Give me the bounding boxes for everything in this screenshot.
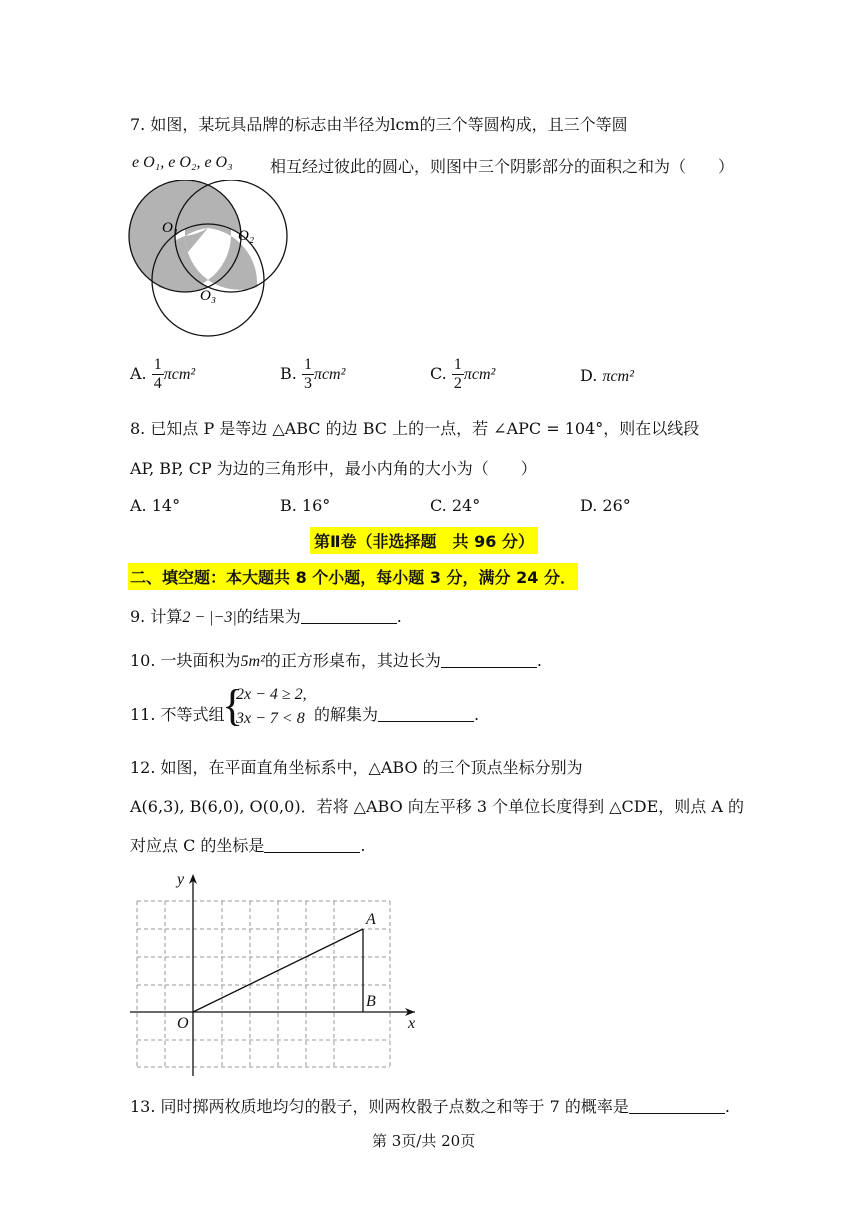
q7-option-b: B. $\frac{1}{3}$ πcm² (280, 356, 346, 392)
q7-line2: 相互经过彼此的圆心，则图中三个阴影部分的面积之和为（ ） (270, 157, 735, 176)
q8-option-d: D. 26° (580, 496, 631, 515)
q7-option-c: C. $\frac{1}{2}$ πcm² (430, 356, 496, 392)
page-footer: 第 3页/共 20页 (372, 1132, 476, 1150)
q7-line1: 7. 如图，某玩具品牌的标志由半径为lcm的三个等圆构成，且三个等圆 (130, 115, 628, 134)
q7-option-d: D. πcm² (580, 366, 634, 385)
section2-title: 第Ⅱ卷（非选择题 共 96 分） (310, 527, 538, 554)
point-a-label: A (366, 911, 376, 928)
q7-option-a: A. $\frac{1}{4}$ πcm² (130, 356, 196, 392)
label-o2: O₂ (238, 228, 255, 244)
q12-line1: 12. 如图，在平面直角坐标系中，△ABO 的三个顶点坐标分别为 (130, 758, 583, 777)
q12-line2: A(6,3), B(6,0), O(0,0)．若将 △ABO 向左平移 3 个单位长度得到 △CDE，则点 A 的 (130, 797, 744, 816)
answer-blank (301, 609, 397, 624)
q7-circles: e O₁, e O₂, e O₃ (132, 154, 233, 171)
q8-option-c: C. 24° (430, 496, 481, 515)
q8-line1: 8. 已知点 P 是等边 △ABC 的边 BC 上的一点，若 ∠APC = 104°，则在以线段 (130, 419, 700, 438)
origin-label: O (177, 1015, 189, 1032)
answer-blank (629, 1099, 725, 1114)
answer-blank (264, 838, 360, 853)
point-b-label: B (366, 993, 376, 1010)
q10: 10. 一块面积为5m²的正方形桌布，其边长为 . (130, 651, 543, 670)
q12-line3: 对应点 C 的坐标是 . (130, 836, 366, 855)
q8-option-a: A. 14° (130, 496, 181, 515)
x-label: x (408, 1015, 416, 1032)
answer-blank (441, 653, 537, 668)
coordinate-graph (125, 868, 430, 1078)
label-o3: O₃ (200, 288, 217, 304)
brace: { (222, 681, 244, 730)
three-circles-figure (120, 180, 300, 350)
q8-option-b: B. 16° (280, 496, 331, 515)
section-fill-title: 二、填空题：本大题共 8 个小题，每小题 3 分，满分 24 分． (128, 563, 578, 590)
answer-blank (378, 707, 474, 722)
q8-line2: AP, BP, CP 为边的三角形中，最小内角的大小为（ ） (130, 459, 537, 478)
y-label: y (177, 871, 185, 888)
label-o1: O₁ (162, 220, 179, 236)
q9: 9. 计算2 − |−3|的结果为 . (130, 607, 402, 626)
q13: 13. 同时掷两枚质地均匀的骰子，则两枚骰子点数之和等于 7 的概率是 . (130, 1097, 730, 1116)
